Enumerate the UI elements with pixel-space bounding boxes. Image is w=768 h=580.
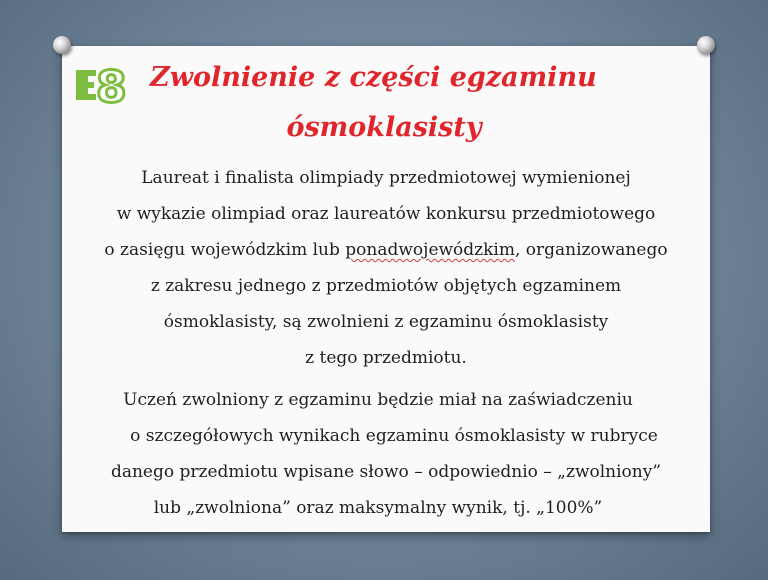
paragraph-1-line-6: z tego przedmiotu. xyxy=(305,348,467,368)
paragraph-1-line-3-start: o zasięgu wojewódzkim lub xyxy=(104,240,346,260)
paragraph-2-line-1: Uczeń zwolniony z egzaminu będzie miał na zaświadczeniu xyxy=(123,390,633,410)
paragraph-1-line-2: w wykazie olimpiad oraz laureatów konkursu przedmiotowego xyxy=(116,204,656,224)
title-line-1: Zwolnienie z części egzaminu xyxy=(150,62,597,93)
paragraph-1-line-1: Laureat i finalista olimpiady przedmiotowej wymienionej xyxy=(141,168,631,188)
paragraph-2-line-2: o szczegółowych wynikach egzaminu ósmoklasisty w rubryce xyxy=(130,426,658,446)
paragraph-1-line-3-end: , organizowanego xyxy=(514,240,668,260)
pushpin-left-icon xyxy=(53,36,71,54)
e8-logo-icon xyxy=(76,60,146,108)
spellcheck-flagged-word: ponadwojewódzkim xyxy=(345,240,515,260)
pushpin-right-icon xyxy=(697,36,715,54)
paragraph-1-line-3 xyxy=(70,240,702,260)
svg-text:8: 8 xyxy=(96,62,127,108)
title-line-2: ósmoklasisty xyxy=(286,112,482,143)
paragraph-1-line-4: z zakresu jednego z przedmiotów objętych egzaminem xyxy=(150,276,622,296)
paragraph-2-line-3: danego przedmiotu wpisane słowo – odpowiednio – „zwolniony” xyxy=(110,462,662,482)
paragraph-2-line-4: lub „zwolniona” oraz maksymalny wynik, tj. „100%” xyxy=(153,498,603,518)
paragraph-1-line-5: ósmoklasisty, są zwolnieni z egzaminu ósmoklasisty xyxy=(163,312,609,332)
